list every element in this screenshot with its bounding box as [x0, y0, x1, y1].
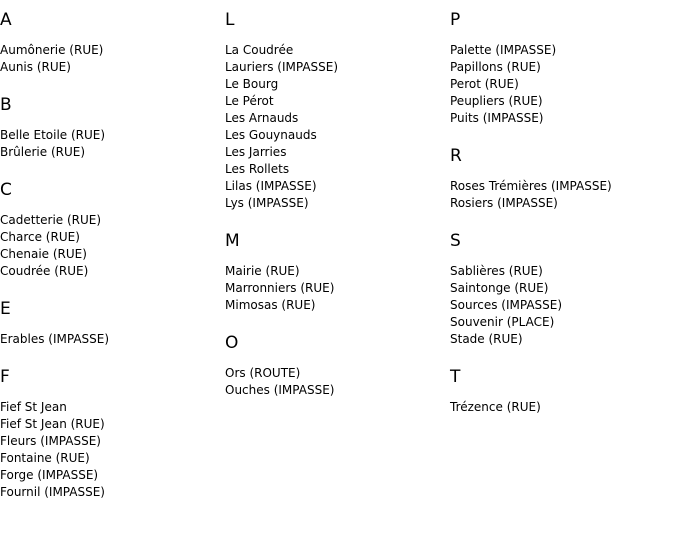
- street-link[interactable]: Fief St Jean (RUE): [0, 417, 105, 431]
- street-list: [450, 42, 670, 127]
- section-letter-heading: P: [450, 10, 461, 30]
- street-link[interactable]: Marronniers (RUE): [225, 281, 335, 295]
- street-link[interactable]: Forge (IMPASSE): [0, 468, 99, 482]
- street-link[interactable]: Souvenir (PLACE): [450, 315, 555, 329]
- street-link[interactable]: Sources (IMPASSE): [450, 298, 563, 312]
- street-list: [0, 212, 220, 280]
- street-link[interactable]: Rosiers (IMPASSE): [450, 196, 558, 210]
- street-link[interactable]: Belle Etoile (RUE): [0, 128, 106, 142]
- street-link[interactable]: Perot (RUE): [450, 77, 519, 91]
- street-list: [450, 263, 670, 348]
- street-list: [0, 399, 220, 501]
- section-letter-heading: S: [450, 231, 461, 251]
- street-link[interactable]: Mairie (RUE): [225, 264, 300, 278]
- street-link[interactable]: Fief St Jean: [0, 400, 67, 414]
- street-link[interactable]: Le Pérot: [225, 94, 274, 108]
- street-link[interactable]: Chenaie (RUE): [0, 247, 87, 261]
- letter-section-l: [225, 8, 445, 212]
- street-link[interactable]: Charce (RUE): [0, 230, 80, 244]
- street-link[interactable]: Papillons (RUE): [450, 60, 541, 74]
- section-letter-heading: R: [450, 146, 462, 166]
- letter-section-r: [450, 144, 670, 212]
- letter-section-c: [0, 178, 220, 280]
- street-link[interactable]: Fournil (IMPASSE): [0, 485, 105, 499]
- street-link[interactable]: Le Bourg: [225, 77, 279, 91]
- street-link[interactable]: Fleurs (IMPASSE): [0, 434, 101, 448]
- street-link[interactable]: Roses Trémières (IMPASSE): [450, 179, 612, 193]
- street-link[interactable]: Lys (IMPASSE): [225, 196, 309, 210]
- street-list: [0, 331, 220, 348]
- letter-section-p: [450, 8, 670, 127]
- street-link[interactable]: Trézence (RUE): [450, 400, 541, 414]
- street-link[interactable]: Palette (IMPASSE): [450, 43, 557, 57]
- street-link[interactable]: Fontaine (RUE): [0, 451, 90, 465]
- street-link[interactable]: Saintonge (RUE): [450, 281, 549, 295]
- street-link[interactable]: Aumônerie (RUE): [0, 43, 104, 57]
- street-link[interactable]: Coudrée (RUE): [0, 264, 89, 278]
- street-link[interactable]: Aunis (RUE): [0, 60, 71, 74]
- street-link[interactable]: Mimosas (RUE): [225, 298, 316, 312]
- street-link[interactable]: Brûlerie (RUE): [0, 145, 86, 159]
- street-link[interactable]: Cadetterie (RUE): [0, 213, 102, 227]
- street-link[interactable]: Les Gouynauds: [225, 128, 317, 142]
- letter-section-e: [0, 297, 220, 348]
- letter-section-s: [450, 229, 670, 348]
- section-letter-heading: L: [225, 10, 235, 30]
- street-link[interactable]: Stade (RUE): [450, 332, 523, 346]
- street-link[interactable]: Les Rollets: [225, 162, 290, 176]
- section-letter-heading: O: [225, 333, 239, 353]
- street-link[interactable]: Lilas (IMPASSE): [225, 179, 317, 193]
- letter-section-f: [0, 365, 220, 501]
- section-letter-heading: A: [0, 10, 12, 30]
- letter-section-b: [0, 93, 220, 161]
- letter-section-m: [225, 229, 445, 314]
- directory-column: [450, 8, 670, 433]
- street-list: [450, 178, 670, 212]
- street-list: [225, 42, 445, 212]
- section-letter-heading: E: [0, 299, 11, 319]
- street-list: [225, 263, 445, 314]
- letter-section-a: [0, 8, 220, 76]
- street-link[interactable]: Sablières (RUE): [450, 264, 543, 278]
- letter-section-o: [225, 331, 445, 399]
- street-link[interactable]: Lauriers (IMPASSE): [225, 60, 339, 74]
- street-list: [0, 42, 220, 76]
- letter-section-t: [450, 365, 670, 416]
- street-list: [450, 399, 670, 416]
- street-link[interactable]: Erables (IMPASSE): [0, 332, 110, 346]
- directory-column: [0, 8, 220, 518]
- street-link[interactable]: Ouches (IMPASSE): [225, 383, 335, 397]
- section-letter-heading: M: [225, 231, 240, 251]
- directory-column: [225, 8, 445, 416]
- section-letter-heading: F: [0, 367, 10, 387]
- street-link[interactable]: Peupliers (RUE): [450, 94, 543, 108]
- section-letter-heading: B: [0, 95, 12, 115]
- street-link[interactable]: Les Jarries: [225, 145, 287, 159]
- section-letter-heading: T: [450, 367, 461, 387]
- section-letter-heading: C: [0, 180, 12, 200]
- street-list: [0, 127, 220, 161]
- street-link[interactable]: Les Arnauds: [225, 111, 299, 125]
- street-link[interactable]: La Coudrée: [225, 43, 294, 57]
- street-link[interactable]: Ors (ROUTE): [225, 366, 301, 380]
- street-link[interactable]: Puits (IMPASSE): [450, 111, 544, 125]
- street-list: [225, 365, 445, 399]
